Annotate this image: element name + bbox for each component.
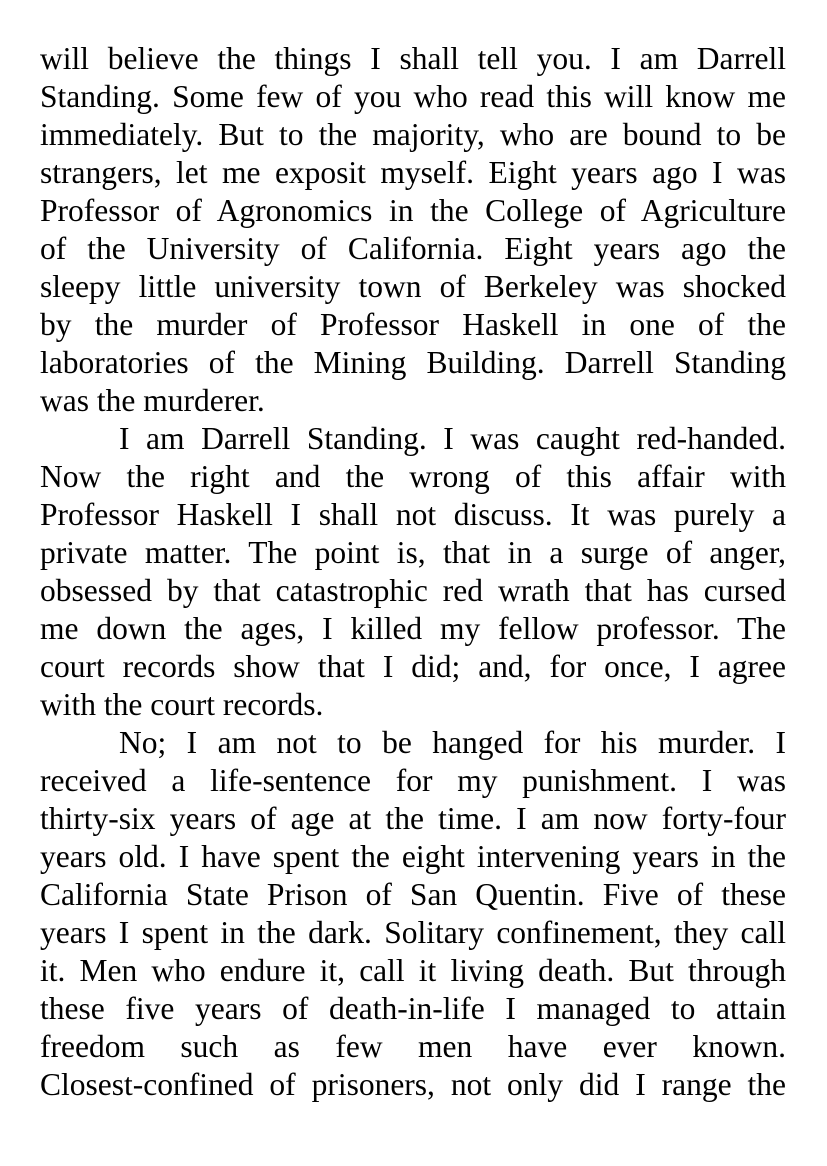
text-line: laboratories of the Mining Building. Darrell Standing xyxy=(40,345,786,380)
text-line: years old. I have spent the eight intervening years in the xyxy=(40,839,786,874)
text-line: No; I am not to be hanged for his murder. I xyxy=(119,725,786,760)
paragraph-1 xyxy=(40,40,786,420)
text-line: these five years of death-in-life I managed to attain xyxy=(40,991,786,1026)
text-line: sleepy little university town of Berkeley was shocked xyxy=(40,269,786,304)
text-line: it. Men who endure it, call it living death. But through xyxy=(40,953,786,988)
text-line: freedom such as few men have ever known. xyxy=(40,1029,786,1064)
text-line: private matter. The point is, that in a surge of anger, xyxy=(40,535,786,570)
paragraph-2 xyxy=(40,420,786,724)
text-line: of the University of California. Eight years ago the xyxy=(40,231,786,266)
text-line: received a life-sentence for my punishment. I was xyxy=(40,763,786,798)
text-line: California State Prison of San Quentin. Five of these xyxy=(40,877,786,912)
text-line: years I spent in the dark. Solitary confinement, they call xyxy=(40,915,786,950)
document-page xyxy=(40,40,786,1104)
text-line: obsessed by that catastrophic red wrath that has cursed xyxy=(40,573,786,608)
text-line: Standing. Some few of you who read this will know me xyxy=(40,79,786,114)
text-line: Now the right and the wrong of this affair with xyxy=(40,459,786,494)
text-line: me down the ages, I killed my fellow professor. The xyxy=(40,611,786,646)
text-line: Professor Haskell I shall not discuss. It was purely a xyxy=(40,497,786,532)
text-line: immediately. But to the majority, who are bound to be xyxy=(40,117,786,152)
text-line: I am Darrell Standing. I was caught red-handed. xyxy=(119,421,786,456)
text-line: strangers, let me exposit myself. Eight years ago I was xyxy=(40,155,786,190)
text-line: will believe the things I shall tell you. I am Darrell xyxy=(40,41,786,76)
text-line: thirty-six years of age at the time. I am now forty-four xyxy=(40,801,786,836)
text-line: court records show that I did; and, for once, I agree xyxy=(40,649,786,684)
text-line: Professor of Agronomics in the College of Agriculture xyxy=(40,193,786,228)
text-line: was the murderer. xyxy=(40,383,265,418)
paragraph-3 xyxy=(40,724,786,1104)
text-line: by the murder of Professor Haskell in one of the xyxy=(40,307,786,342)
text-line: Closest-confined of prisoners, not only did I range the xyxy=(40,1067,786,1102)
text-line: with the court records. xyxy=(40,687,324,722)
